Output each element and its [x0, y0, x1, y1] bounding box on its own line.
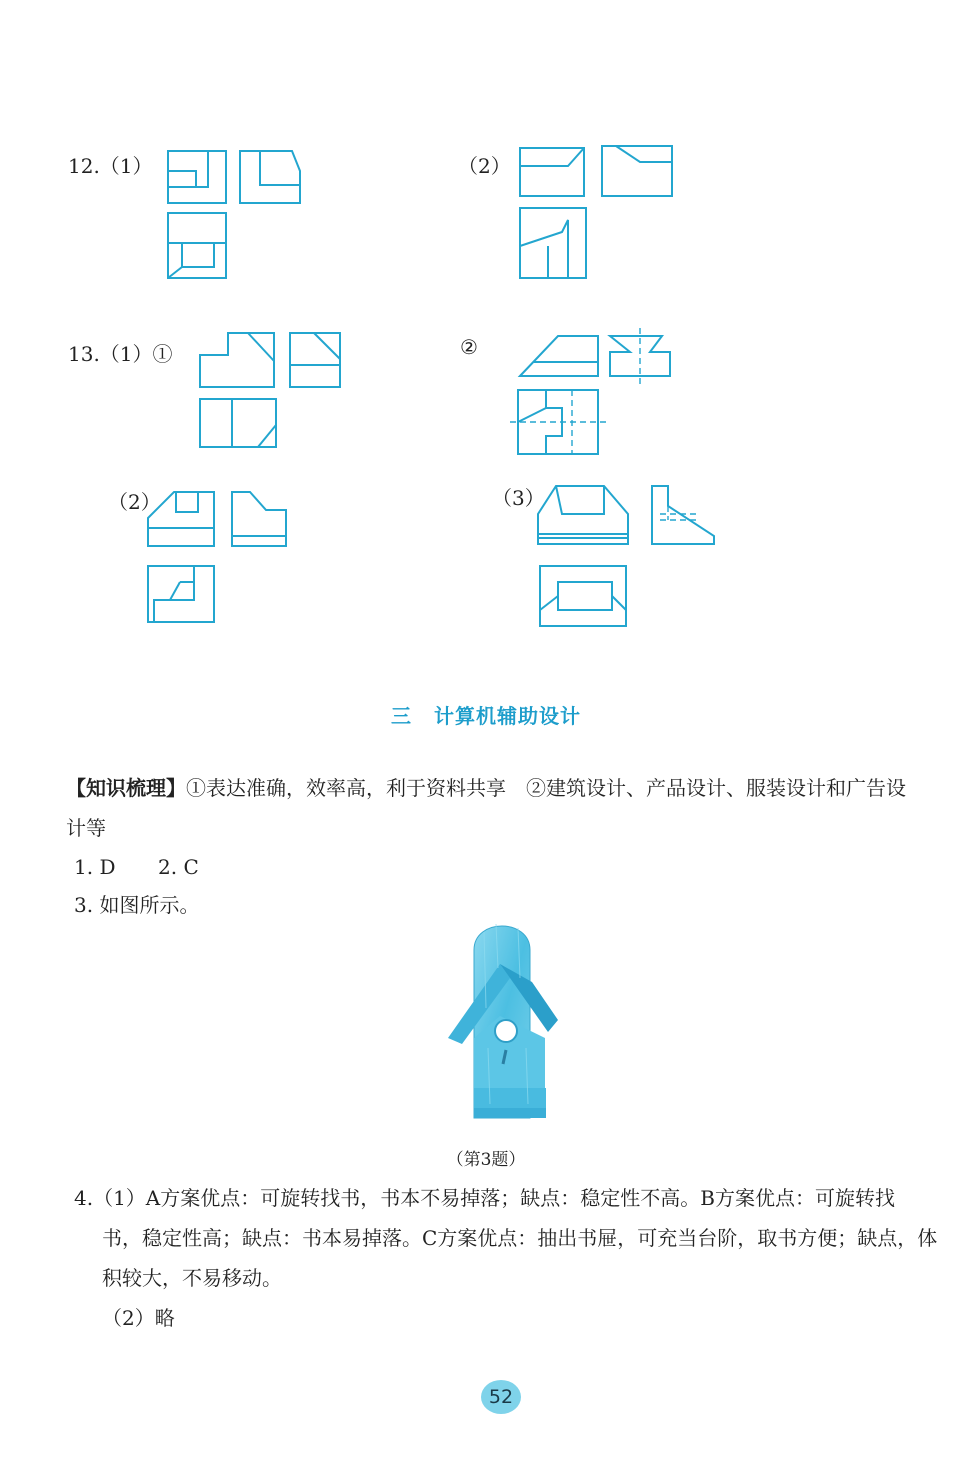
- answer-3: 3. 如图所示。: [74, 893, 200, 917]
- knowledge-heading: 【知识梳理】: [66, 776, 186, 800]
- q12-1-front-view: [168, 151, 226, 203]
- q13-label-1: 13.（1）①: [68, 342, 173, 366]
- answer-2: 2. C: [158, 855, 199, 879]
- q13-1-2-side-view: [610, 328, 670, 384]
- q13-label-4: （3）: [492, 486, 545, 510]
- q12-1-side-view: [240, 151, 300, 203]
- q12-2-three-view-drawing: [512, 140, 682, 285]
- q13-2-three-view-drawing: [140, 482, 300, 627]
- q13-1-2-top-view: [510, 390, 606, 454]
- q13-1-2-three-view-drawing: [510, 328, 685, 463]
- q12-2-top-view: [520, 208, 586, 278]
- q12-1-three-view-drawing: [160, 145, 310, 285]
- answer-4: [74, 1178, 944, 1338]
- q13-3-front-view: [538, 486, 628, 544]
- answer-4-line-1: 4.（1）A方案优点：可旋转找书，书本不易掉落；缺点：稳定性不高。B方案优点：可旋转找: [74, 1186, 895, 1210]
- q13-1-2-front-view: [520, 336, 598, 376]
- q12-label-2: （2）: [458, 154, 511, 178]
- knowledge-line-2: 计等: [66, 816, 106, 840]
- q12-label-1: 12.（1）: [68, 154, 153, 178]
- knowledge-summary: [66, 768, 946, 848]
- page-number: 52: [481, 1380, 521, 1414]
- q13-3-side-view: [652, 486, 714, 544]
- q13-3-top-view: [540, 566, 626, 626]
- q13-label-2: ②: [460, 335, 478, 359]
- section-heading: [0, 700, 972, 729]
- q13-1-1-top-view: [200, 399, 276, 447]
- figure-caption: （第3题）: [446, 1150, 526, 1170]
- q13-1-1-side-view: [290, 333, 340, 387]
- q13-1-1-three-view-drawing: [192, 325, 352, 455]
- q13-label-3: （2）: [108, 490, 161, 514]
- answer-4-line-3: 积较大，不易移动。: [102, 1266, 282, 1290]
- answer-4-line-2: 书，稳定性高；缺点：书本易掉落。C方案优点：抽出书屉，可充当台阶，取书方便；缺点，体: [102, 1226, 938, 1250]
- section-number: 三: [391, 704, 412, 728]
- answer-1: 1. D: [74, 855, 116, 879]
- q13-1-1-front-view: [200, 333, 274, 387]
- q13-2-top-view: [148, 566, 214, 622]
- q13-2-side-view: [232, 492, 286, 546]
- answer-4-part-2: （2）略: [102, 1306, 175, 1330]
- knowledge-line-1: ①表达准确，效率高，利于资料共享 ②建筑设计、产品设计、服装设计和广告设: [186, 776, 906, 800]
- q12-1-top-view: [168, 213, 226, 278]
- birdhouse-illustration: [440, 908, 560, 1128]
- q12-2-side-view: [602, 146, 672, 196]
- q12-2-front-view: [520, 148, 584, 196]
- q13-3-three-view-drawing: [530, 478, 730, 633]
- q13-2-front-view: [148, 492, 214, 546]
- section-title: 计算机辅助设计: [434, 704, 581, 728]
